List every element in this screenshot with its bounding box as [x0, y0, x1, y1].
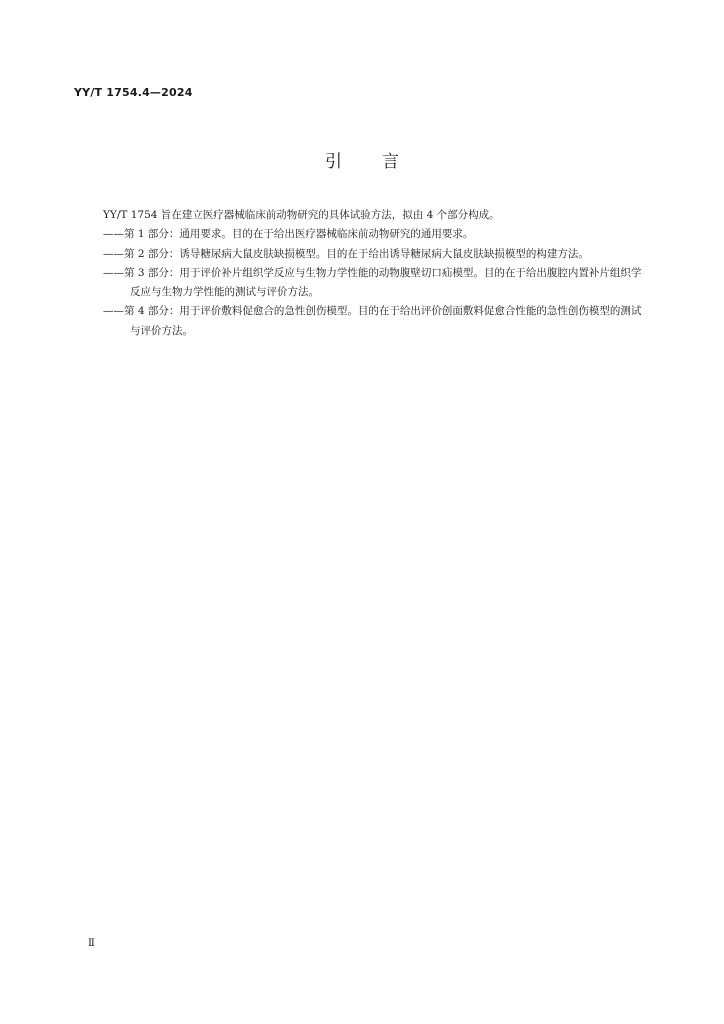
- introduction-body: [103, 206, 643, 341]
- standard-code: YY/T 1754.4—2024: [74, 86, 193, 99]
- intro-paragraph: YY/T 1754 旨在建立医疗器械临床前动物研究的具体试验方法，拟由 4 个部分构成。: [103, 209, 500, 221]
- part-1-item: ——第 1 部分：通用要求。目的在于给出医疗器械临床前动物研究的通用要求。: [103, 228, 474, 241]
- part-3-item: ——第 3 部分：用于评价补片组织学反应与生物力学性能的动物腹壁切口疝模型。目的在于给出腹腔内置补片组织学反应与生物力学性能的测试与评价方法。: [103, 266, 642, 299]
- part-2-item: ——第 2 部分：诱导糖尿病大鼠皮肤缺损模型。目的在于给出诱导糖尿病大鼠皮肤缺损模型的构建方法。: [103, 247, 589, 260]
- page-title: 引言: [325, 152, 439, 172]
- part-4-item: ——第 4 部分：用于评价敷料促愈合的急性创伤模型。目的在于给出评价创面敷料促愈合性能的急性创伤模型的测试与评价方法。: [103, 305, 642, 337]
- page-number: Ⅱ: [88, 938, 95, 949]
